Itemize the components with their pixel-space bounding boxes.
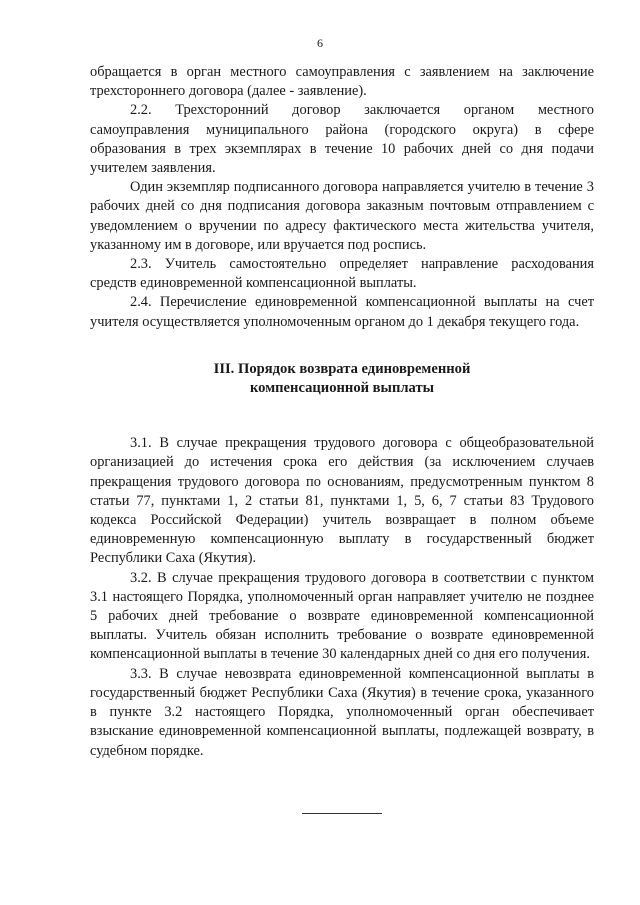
paragraph-2-4: 2.4. Перечисление единовременной компенсационной выплаты на счет учителя осуществляется уполномоченным органом до 1 декабря текущего года. xyxy=(90,294,594,330)
paragraph-2-3: 2.3. Учитель самостоятельно определяет направление расходования средств единовременной компенсационной выплаты. xyxy=(90,256,594,292)
paragraph-3-3: 3.3. В случае невозврата единовременной компенсационной выплаты в государственный бюджет Республики Саха (Якутия) в течение срока, указанного в пункте 3.2 настоящего Порядка, уполномоченный орган обеспечивает взыскание единовременной компенсационной выплаты, подлежащей возврату, в судебном порядке. xyxy=(90,665,594,759)
paragraph: Один экземпляр подписанного договора направляется учителю в течение 3 рабочих дней со дня подписания договора заказным почтовым отправлением с уведомлением о вручении по адресу фактического места жительства учителя, указанному им в договоре, или вручается под роспись. xyxy=(90,179,594,253)
paragraph: обращается в орган местного самоуправления с заявлением на заключение трехстороннего договора (далее - заявление). xyxy=(90,64,594,100)
section-heading-line: компенсационной выплаты xyxy=(249,380,435,397)
section-heading-line: III. Порядок возврата единовременной xyxy=(213,360,471,377)
end-rule xyxy=(302,813,382,814)
document-body xyxy=(90,63,594,761)
paragraph-3-1: 3.1. В случае прекращения трудового договора с общеобразовательной организацией до истечения срока его действия (за исключением случаев прекращения трудового договора по основаниям, предусмотренным пунктом 8 статьи 77, пунктами 1, 2 статьи 81, пунктами 1, 5, 6, 7 статьи 83 Трудового кодекса Российской Федерации) учитель возвращает в полном объеме единовременную компенсационную выплату в государственный бюджет Республики Саха (Якутия). xyxy=(90,435,594,567)
page-number: 6 xyxy=(317,36,323,50)
paragraph-2-2: 2.2. Трехсторонний договор заключается органом местного самоуправления муниципального района (городского округа) в сфере образования в трех экземплярах в течение 10 рабочих дней со дня подачи учителем заявления. xyxy=(90,102,594,177)
section-heading xyxy=(90,360,594,398)
paragraph-3-2: 3.2. В случае прекращения трудового договора в соответствии с пунктом 3.1 настоящего Порядка, уполномоченный орган направляет учителю не позднее 5 рабочих дней требование о возврате единовременной компенсационной выплаты. Учитель обязан исполнить требование о возврате единовременной компенсационной выплаты в течение 30 календарных дней со дня его получения. xyxy=(90,569,594,663)
